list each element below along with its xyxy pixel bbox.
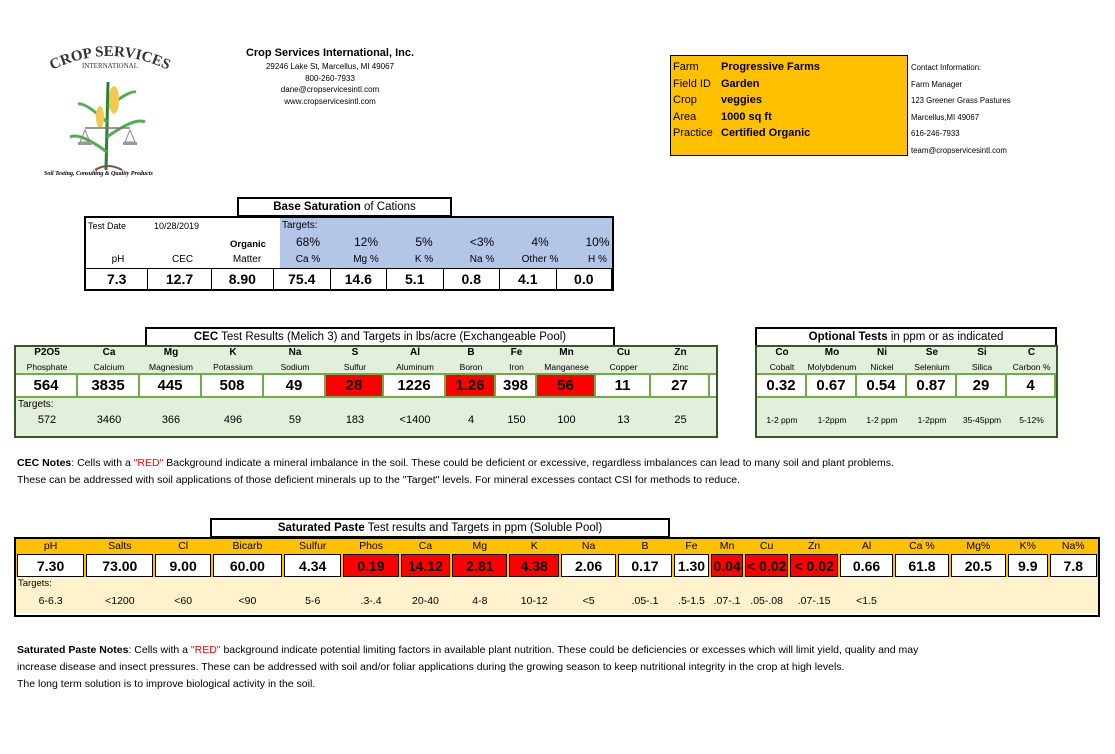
- opt-symbol-3: Se: [925, 347, 939, 358]
- cec-name-2: Magnesium: [149, 362, 193, 372]
- paste-target-17: [950, 590, 1007, 613]
- paste-value-0: 7.30: [17, 554, 84, 577]
- paste-target-13: .05-.08: [750, 595, 783, 607]
- paste-head-1: Salts: [108, 540, 132, 552]
- paste-value-13: < 0.02: [745, 554, 789, 577]
- base-head-4: Mg %: [353, 254, 379, 265]
- paste-head-0: pH: [43, 540, 58, 552]
- opt-target-1: 1-2ppm: [817, 415, 847, 425]
- contact-phone: 616-246-7933: [911, 129, 960, 139]
- paste-head-12: Mn: [719, 540, 735, 552]
- cec-notes: CEC Notes: Cells with a "RED" Background indicate a mineral imbalance in the soil. These could be deficient or excessive, regardless imbalances can lead to many soil and plant problems. These can be addressed with soil applications of those deficient minerals up to the "Target" levels. For mineral excesses contact CSI for methods to reduce.: [17, 457, 894, 486]
- cec-value-3: 508: [202, 375, 264, 396]
- paste-head-8: K: [530, 540, 538, 552]
- cec-targets-label: Targets:: [16, 398, 716, 411]
- practice-label: Practice: [673, 127, 713, 139]
- base-target-2: 5%: [415, 235, 433, 249]
- crop-value: veggies: [721, 94, 762, 106]
- base-value-8: 0.0: [557, 268, 613, 289]
- opt-value-3: 0.87: [907, 375, 957, 396]
- cec-target-5: 183: [345, 414, 365, 426]
- base-target-4: 4%: [531, 235, 549, 249]
- opt-name-1: Molybdenum: [807, 362, 857, 372]
- opt-value-1: 0.67: [807, 375, 857, 396]
- cec-name-10: Copper: [609, 362, 638, 372]
- paste-target-14: .07-.15: [797, 595, 831, 607]
- opt-value-4: 29: [957, 375, 1007, 396]
- paste-target-15: <1.5: [856, 595, 877, 607]
- paste-target-4: 5-6: [305, 595, 321, 607]
- paste-target-1: <1200: [105, 595, 135, 607]
- base-head-5: K %: [414, 254, 434, 265]
- opt-name-2: Nickel: [870, 362, 894, 372]
- paste-value-18: 9.9: [1008, 554, 1048, 577]
- cec-symbol-7: B: [467, 347, 475, 358]
- paste-target-9: <5: [582, 595, 595, 607]
- company-website: www.cropservicesintl.com: [284, 96, 376, 106]
- paste-head-3: Bicarb: [232, 540, 263, 552]
- base-value-0: 7.3: [86, 268, 148, 289]
- base-head-6: Na %: [469, 254, 495, 265]
- paste-value-7: 2.81: [452, 554, 507, 577]
- cec-title: CEC Test Results (Melich 3) and Targets in lbs/acre (Exchangeable Pool): [145, 327, 615, 346]
- paste-head-7: Mg: [472, 540, 488, 552]
- paste-value-1: 73.00: [86, 554, 153, 577]
- cec-value-11: 27: [651, 375, 710, 396]
- cec-value-7: 1.26: [446, 375, 496, 396]
- cec-name-9: Manganese: [544, 362, 589, 372]
- paste-target-6: 20-40: [412, 595, 439, 607]
- paste-head-4: Sulfur: [298, 540, 327, 552]
- paste-target-19: [1049, 590, 1098, 613]
- contact-street: 123 Greener Grass Pastures: [911, 96, 1011, 106]
- paste-head-18: K%: [1019, 540, 1036, 552]
- saturated-paste-title: Saturated Paste Test results and Targets in ppm (Soluble Pool): [210, 518, 670, 537]
- base-value-2: 8.90: [212, 268, 274, 289]
- cec-name-0: Phosphate: [26, 362, 68, 372]
- base-head-0: pH: [111, 254, 125, 265]
- paste-target-2: <60: [174, 595, 193, 607]
- cec-name-8: Iron: [509, 362, 524, 372]
- opt-symbol-4: Si: [977, 347, 987, 358]
- company-name: Crop Services International, Inc.: [245, 47, 415, 59]
- cec-target-8: 150: [507, 414, 526, 426]
- base-value-7: 4.1: [500, 268, 557, 289]
- paste-target-12: .07-.1: [713, 595, 741, 607]
- opt-symbol-0: Co: [775, 347, 789, 358]
- paste-value-17: 20.5: [951, 554, 1006, 577]
- opt-target-4: 35-45ppm: [962, 415, 1002, 425]
- cec-symbol-3: K: [229, 347, 237, 358]
- opt-target-2: 1-2 ppm: [866, 415, 898, 425]
- paste-head-16: Ca %: [909, 540, 935, 552]
- paste-value-5: 0.19: [343, 554, 398, 577]
- cec-symbol-9: Mn: [559, 347, 574, 358]
- logo-tagline: Soil Testing, Consulting & Quality Products: [44, 171, 153, 177]
- contact-role: Farm Manager: [911, 79, 963, 89]
- cec-symbol-5: S: [351, 347, 359, 358]
- paste-head-5: Phos: [359, 540, 384, 552]
- opt-name-0: Cobalt: [769, 362, 795, 372]
- paste-target-11: .5-1.5: [678, 595, 705, 607]
- cec-table: [14, 345, 718, 438]
- area-label: Area: [673, 110, 697, 123]
- cec-target-4: 59: [288, 414, 302, 426]
- optional-tests-title: Optional Tests in ppm or as indicated: [755, 327, 1057, 346]
- paste-value-9: 2.06: [561, 554, 616, 577]
- company-logo: [40, 42, 180, 182]
- opt-name-4: Silica: [971, 362, 993, 372]
- company-phone: 800-260-7933: [305, 73, 355, 83]
- organic-label: Organic: [230, 239, 266, 250]
- paste-target-8: 10-12: [520, 595, 548, 607]
- cec-target-10: 13: [617, 414, 630, 426]
- cec-value-5: 28: [326, 375, 384, 396]
- cec-value-9: 56: [537, 375, 596, 396]
- paste-value-15: 0.66: [840, 554, 893, 577]
- paste-head-9: Na: [581, 540, 596, 552]
- cec-name-6: Aluminum: [396, 362, 434, 372]
- paste-target-10: .05-.1: [631, 595, 659, 607]
- cec-target-6: <1400: [399, 414, 431, 426]
- base-head-7: Other %: [521, 254, 559, 265]
- cec-name-7: Boron: [459, 362, 483, 372]
- base-saturation-table: [84, 216, 614, 291]
- paste-value-19: 7.8: [1050, 554, 1097, 577]
- opt-symbol-5: C: [1027, 347, 1036, 358]
- cec-target-3: 496: [223, 414, 243, 426]
- logo-title: CROP SERVICES: [47, 43, 173, 74]
- opt-name-3: Selenium: [914, 362, 950, 372]
- cec-name-5: Sulfur: [343, 362, 367, 372]
- test-date-label: Test Date: [88, 221, 127, 231]
- cec-name-4: Sodium: [280, 362, 310, 372]
- paste-target-18: [1007, 590, 1049, 613]
- cec-name-3: Potassium: [213, 362, 253, 372]
- field-value: Garden: [721, 77, 760, 90]
- base-target-1: 12%: [353, 235, 379, 249]
- cec-value-1: 3835: [78, 375, 140, 396]
- cec-target-0: 572: [37, 414, 57, 426]
- paste-target-3: <90: [238, 595, 257, 607]
- paste-notes: Saturated Paste Notes: Cells with a "RED" background indicate potential limiting factors in available plant nutrition. These could be deficiencies or excesses which will limit yield, quality and may increase disease and insect pressures. These can be addressed with soil and/or foliar applications during the growing season to keep nutritional integrity in the crop at high levels. The long term solution is to improve biological activity in the soil.: [17, 644, 919, 690]
- base-target-5: 10%: [585, 235, 610, 249]
- base-head-8: H %: [588, 254, 607, 265]
- optional-tests-table: [755, 345, 1058, 438]
- cec-symbol-0: P2O5: [34, 347, 60, 358]
- paste-head-15: Al: [861, 540, 872, 552]
- paste-target-7: 4-8: [472, 595, 488, 607]
- opt-target-0: 1-2 ppm: [766, 415, 798, 425]
- cec-target-2: 366: [161, 414, 181, 426]
- opt-target-3: 1-2ppm: [917, 415, 947, 425]
- practice-value: Certified Organic: [721, 127, 811, 139]
- opt-value-5: 4: [1007, 375, 1056, 396]
- company-address: 29246 Lake St, Marcellus, MI 49067: [265, 62, 395, 71]
- paste-head-17: Mg%: [966, 540, 991, 552]
- paste-value-14: < 0.02: [790, 554, 837, 577]
- paste-head-13: Cu: [759, 540, 774, 552]
- cec-target-7: 4: [467, 414, 475, 426]
- base-head-1: CEC: [171, 254, 194, 265]
- paste-value-6: 14.12: [401, 554, 450, 577]
- cec-value-6: 1226: [384, 375, 446, 396]
- cec-target-1: 3460: [96, 414, 122, 426]
- cec-symbol-1: Ca: [102, 347, 116, 358]
- base-head-2: Matter: [232, 254, 262, 265]
- paste-target-0: 6-6.3: [38, 595, 63, 607]
- base-target-3: <3%: [469, 235, 495, 249]
- contact-info: [911, 60, 1011, 160]
- opt-target-5: 5-12%: [1019, 415, 1044, 425]
- cec-name-11: Zinc: [672, 362, 689, 372]
- base-value-4: 14.6: [331, 268, 388, 289]
- cec-value-10: 11: [596, 375, 651, 396]
- paste-value-11: 1.30: [674, 554, 710, 577]
- base-target-0: 68%: [295, 235, 321, 249]
- paste-value-16: 61.8: [895, 554, 948, 577]
- targets-label: Targets:: [282, 220, 318, 231]
- opt-value-2: 0.54: [857, 375, 907, 396]
- paste-head-11: Fe: [685, 540, 698, 552]
- opt-symbol-2: Ni: [877, 347, 887, 358]
- paste-value-8: 4.38: [509, 554, 558, 577]
- area-value: 1000 sq ft: [721, 110, 772, 123]
- base-value-5: 5.1: [387, 268, 444, 289]
- paste-value-2: 9.00: [155, 554, 210, 577]
- contact-city: Marcellus,MI 49067: [911, 112, 980, 122]
- field-label: Field ID: [673, 77, 711, 90]
- opt-name-5: Carbon %: [1012, 362, 1051, 372]
- paste-head-10: B: [641, 540, 649, 552]
- farm-label: Farm: [673, 61, 699, 73]
- cec-value-4: 49: [264, 375, 326, 396]
- test-date-value: 10/28/2019: [154, 221, 200, 231]
- base-value-6: 0.8: [444, 268, 501, 289]
- cec-name-1: Calcium: [93, 362, 125, 372]
- opt-symbol-1: Mo: [824, 347, 840, 358]
- paste-head-19: Na%: [1061, 540, 1085, 552]
- base-saturation-values: [86, 268, 612, 289]
- paste-value-4: 4.34: [284, 554, 341, 577]
- paste-head-6: Ca: [418, 540, 433, 552]
- base-value-3: 75.4: [274, 268, 331, 289]
- cec-target-11: 25: [674, 414, 687, 426]
- cec-symbol-2: Mg: [163, 347, 179, 358]
- saturated-paste-table: [14, 537, 1100, 617]
- base-saturation-title: Base Saturation of Cations: [237, 197, 452, 216]
- cec-value-2: 445: [140, 375, 202, 396]
- paste-targets-label: Targets:: [16, 577, 1098, 590]
- paste-value-12: 0.04: [711, 554, 743, 577]
- base-head-3: Ca %: [295, 254, 321, 265]
- cec-symbol-4: Na: [288, 347, 302, 358]
- logo-subtitle: INTERNATIONAL: [82, 62, 138, 70]
- company-email: dane@cropservicesintl.com: [280, 85, 380, 94]
- cec-symbol-11: Zn: [674, 347, 687, 358]
- paste-value-3: 60.00: [213, 554, 282, 577]
- cec-target-9: 100: [557, 414, 576, 426]
- cec-symbol-8: Fe: [510, 347, 523, 358]
- crop-label: Crop: [673, 94, 697, 106]
- cec-value-0: 564: [16, 375, 78, 396]
- farm-info-box: [670, 55, 908, 156]
- company-info: [220, 47, 440, 107]
- paste-target-16: [894, 590, 949, 613]
- paste-head-2: Cl: [178, 540, 189, 552]
- cec-symbol-10: Cu: [616, 347, 631, 358]
- cec-symbol-6: Al: [410, 347, 420, 358]
- cec-value-8: 398: [496, 375, 537, 396]
- paste-head-14: Zn: [807, 540, 821, 552]
- base-value-1: 12.7: [148, 268, 211, 289]
- farm-value: Progressive Farms: [721, 61, 821, 73]
- opt-value-0: 0.32: [757, 375, 807, 396]
- paste-target-5: .3-.4: [360, 595, 382, 607]
- contact-email: team@cropservicesintl.com: [911, 145, 1007, 155]
- contact-heading: Contact Information:: [911, 63, 982, 72]
- paste-value-10: 0.17: [618, 554, 671, 577]
